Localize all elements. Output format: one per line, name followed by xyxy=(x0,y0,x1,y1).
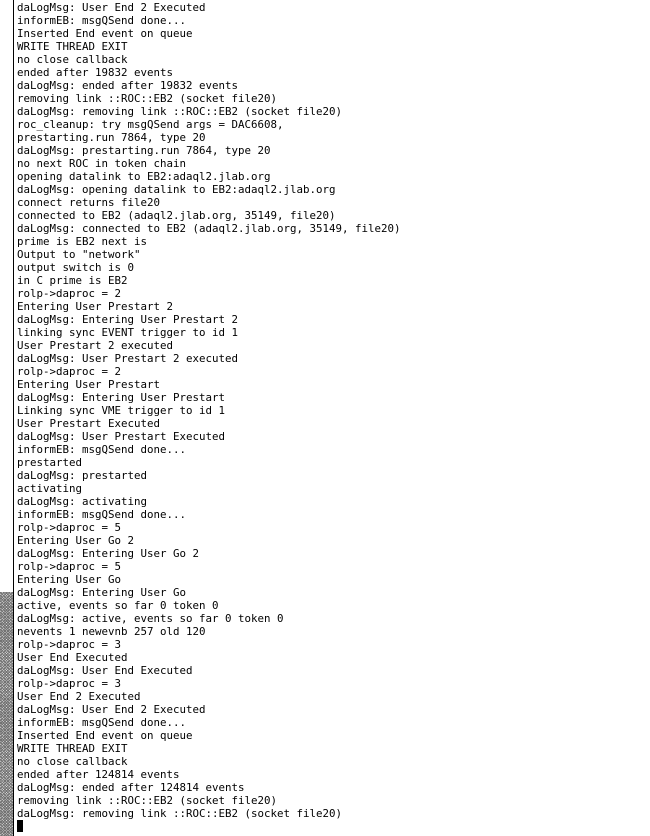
terminal-line: rolp->daproc = 3 xyxy=(17,677,122,690)
terminal-line: opening datalink to EB2:adaql2.jlab.org xyxy=(17,170,271,183)
terminal-line: daLogMsg: prestarting.run 7864, type 20 xyxy=(17,144,271,157)
terminal-line: daLogMsg: Entering User Prestart xyxy=(17,391,226,404)
terminal-line: in C prime is EB2 xyxy=(17,274,128,287)
terminal-line: informEB: msgQSend done... xyxy=(17,716,187,729)
terminal-line: prestarting.run 7864, type 20 xyxy=(17,131,206,144)
terminal-line: daLogMsg: active, events so far 0 token 0 xyxy=(17,612,284,625)
terminal-line: prime is EB2 next is xyxy=(17,235,148,248)
terminal-line: daLogMsg: User Prestart Executed xyxy=(17,430,226,443)
terminal-line: informEB: msgQSend done... xyxy=(17,508,187,521)
terminal-line: daLogMsg: Entering User Go 2 xyxy=(17,547,200,560)
terminal-line: no next ROC in token chain xyxy=(17,157,187,170)
terminal-line: daLogMsg: connected to EB2 (adaql2.jlab.org, 35149, file20) xyxy=(17,222,401,235)
terminal-line: nevents 1 newevnb 257 old 120 xyxy=(17,625,206,638)
terminal-line: daLogMsg: prestarted xyxy=(17,469,148,482)
terminal-line: WRITE THREAD EXIT xyxy=(17,40,128,53)
terminal-scrollbar[interactable] xyxy=(0,0,13,836)
terminal-line: daLogMsg: Entering User Prestart 2 xyxy=(17,313,239,326)
terminal-line: WRITE THREAD EXIT xyxy=(17,742,128,755)
terminal-line: ended after 124814 events xyxy=(17,768,180,781)
terminal-line: activating xyxy=(17,482,83,495)
terminal-line: Inserted End event on queue xyxy=(17,729,193,742)
terminal-line: daLogMsg: Entering User Go xyxy=(17,586,187,599)
terminal-output[interactable] xyxy=(17,1,647,820)
terminal-line: prestarted xyxy=(17,456,83,469)
terminal-line: informEB: msgQSend done... xyxy=(17,14,187,27)
terminal-line: connected to EB2 (adaql2.jlab.org, 35149, file20) xyxy=(17,209,336,222)
terminal-line: no close callback xyxy=(17,53,128,66)
terminal-line: ended after 19832 events xyxy=(17,66,174,79)
terminal-line: rolp->daproc = 5 xyxy=(17,560,122,573)
terminal-line: output switch is 0 xyxy=(17,261,135,274)
terminal-line: daLogMsg: User End 2 Executed xyxy=(17,1,206,14)
terminal-line: active, events so far 0 token 0 xyxy=(17,599,219,612)
terminal-line: removing link ::ROC::EB2 (socket file20) xyxy=(17,92,278,105)
terminal-line: rolp->daproc = 3 xyxy=(17,638,122,651)
terminal-line: daLogMsg: ended after 124814 events xyxy=(17,781,245,794)
terminal-line: daLogMsg: activating xyxy=(17,495,148,508)
terminal-line: Output to "network" xyxy=(17,248,141,261)
terminal-line: informEB: msgQSend done... xyxy=(17,443,187,456)
terminal-line: daLogMsg: ended after 19832 events xyxy=(17,79,239,92)
terminal-line: daLogMsg: User Prestart 2 executed xyxy=(17,352,239,365)
terminal-line: no close callback xyxy=(17,755,128,768)
terminal-line: rolp->daproc = 2 xyxy=(17,287,122,300)
terminal-line: Inserted End event on queue xyxy=(17,27,193,40)
terminal-line: User Prestart Executed xyxy=(17,417,161,430)
terminal-line: Entering User Prestart 2 xyxy=(17,300,174,313)
terminal-line: User Prestart 2 executed xyxy=(17,339,174,352)
terminal-prompt-line[interactable] xyxy=(17,820,23,833)
terminal-line: Linking sync VME trigger to id 1 xyxy=(17,404,226,417)
scrollbar-divider xyxy=(13,0,14,836)
terminal-line: Entering User Prestart xyxy=(17,378,161,391)
terminal-line: Entering User Go xyxy=(17,573,122,586)
scrollbar-thumb[interactable] xyxy=(0,592,13,836)
terminal-line: User End Executed xyxy=(17,651,128,664)
terminal-line: daLogMsg: User End 2 Executed xyxy=(17,703,206,716)
terminal-line: rolp->daproc = 2 xyxy=(17,365,122,378)
terminal-line: linking sync EVENT trigger to id 1 xyxy=(17,326,239,339)
terminal-line: removing link ::ROC::EB2 (socket file20) xyxy=(17,794,278,807)
terminal-line: daLogMsg: removing link ::ROC::EB2 (socket file20) xyxy=(17,807,343,820)
terminal-line: Entering User Go 2 xyxy=(17,534,135,547)
terminal-line: daLogMsg: removing link ::ROC::EB2 (socket file20) xyxy=(17,105,343,118)
text-cursor xyxy=(17,820,23,832)
terminal-line: rolp->daproc = 5 xyxy=(17,521,122,534)
terminal-line: User End 2 Executed xyxy=(17,690,141,703)
terminal-line: roc_cleanup: try msgQSend args = DAC6608, xyxy=(17,118,284,131)
terminal-line: daLogMsg: User End Executed xyxy=(17,664,193,677)
terminal-line: daLogMsg: opening datalink to EB2:adaql2.jlab.org xyxy=(17,183,336,196)
terminal-line: connect returns file20 xyxy=(17,196,161,209)
